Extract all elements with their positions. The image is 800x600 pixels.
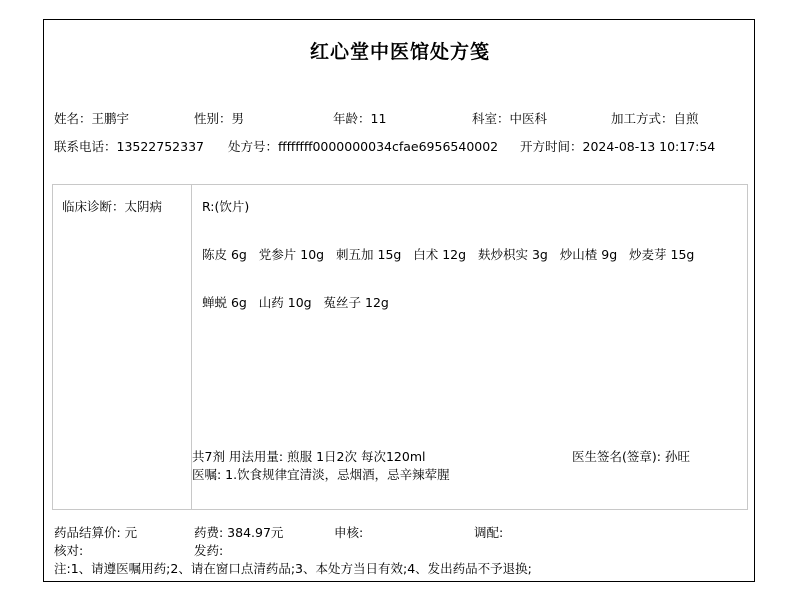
rx-header: R:(饮片) bbox=[202, 199, 250, 214]
patient-gender: 性别：男 bbox=[194, 111, 245, 126]
medical-advice: 医嘱: 1.饮食规律宜清淡，忌烟酒，忌辛辣荤腥 bbox=[192, 467, 450, 482]
patient-department: 科室：中医科 bbox=[472, 111, 548, 126]
herb-list-line-1: 陈皮 6g 党参片 10g 刺五加 15g 白术 12g 麸炒枳实 3g 炒山楂 9g 炒麦芽 15g bbox=[202, 247, 695, 262]
page-title: 红心堂中医馆处方笺 bbox=[309, 41, 490, 63]
processing-method: 加工方式：自煎 bbox=[611, 111, 699, 126]
prescribe-time: 开方时间：2024-08-13 10:17:54 bbox=[520, 139, 716, 154]
check-label: 核对: bbox=[54, 543, 84, 558]
footer-note: 注:1、请遵医嘱用药;2、请在窗口点清药品;3、本处方当日有效;4、发出药品不予退换; bbox=[54, 561, 532, 576]
drug-fee: 药费: 384.97元 bbox=[194, 525, 284, 540]
herb-list-line-2: 蝉蜕 6g 山药 10g 菟丝子 12g bbox=[202, 295, 389, 310]
usage-dosage: 共7剂 用法用量: 煎服 1日2次 每次120ml bbox=[192, 449, 426, 464]
doctor-signature: 医生签名(签章): 孙旺 bbox=[572, 449, 690, 464]
deliver-label: 发药: bbox=[194, 543, 224, 558]
prescription-number: 处方号：ffffffff0000000034cfae6956540002 bbox=[228, 139, 499, 154]
review-label: 申核: bbox=[334, 525, 364, 540]
dispense-prep-label: 调配: bbox=[474, 525, 504, 540]
contact-phone: 联系电话：13522752337 bbox=[54, 139, 204, 154]
patient-age: 年龄：11 bbox=[333, 111, 387, 126]
drug-settlement-price: 药品结算价: 元 bbox=[54, 525, 138, 540]
patient-name: 姓名：王鹏宇 bbox=[54, 111, 130, 126]
clinical-diagnosis: 临床诊断：太阴病 bbox=[62, 199, 163, 214]
